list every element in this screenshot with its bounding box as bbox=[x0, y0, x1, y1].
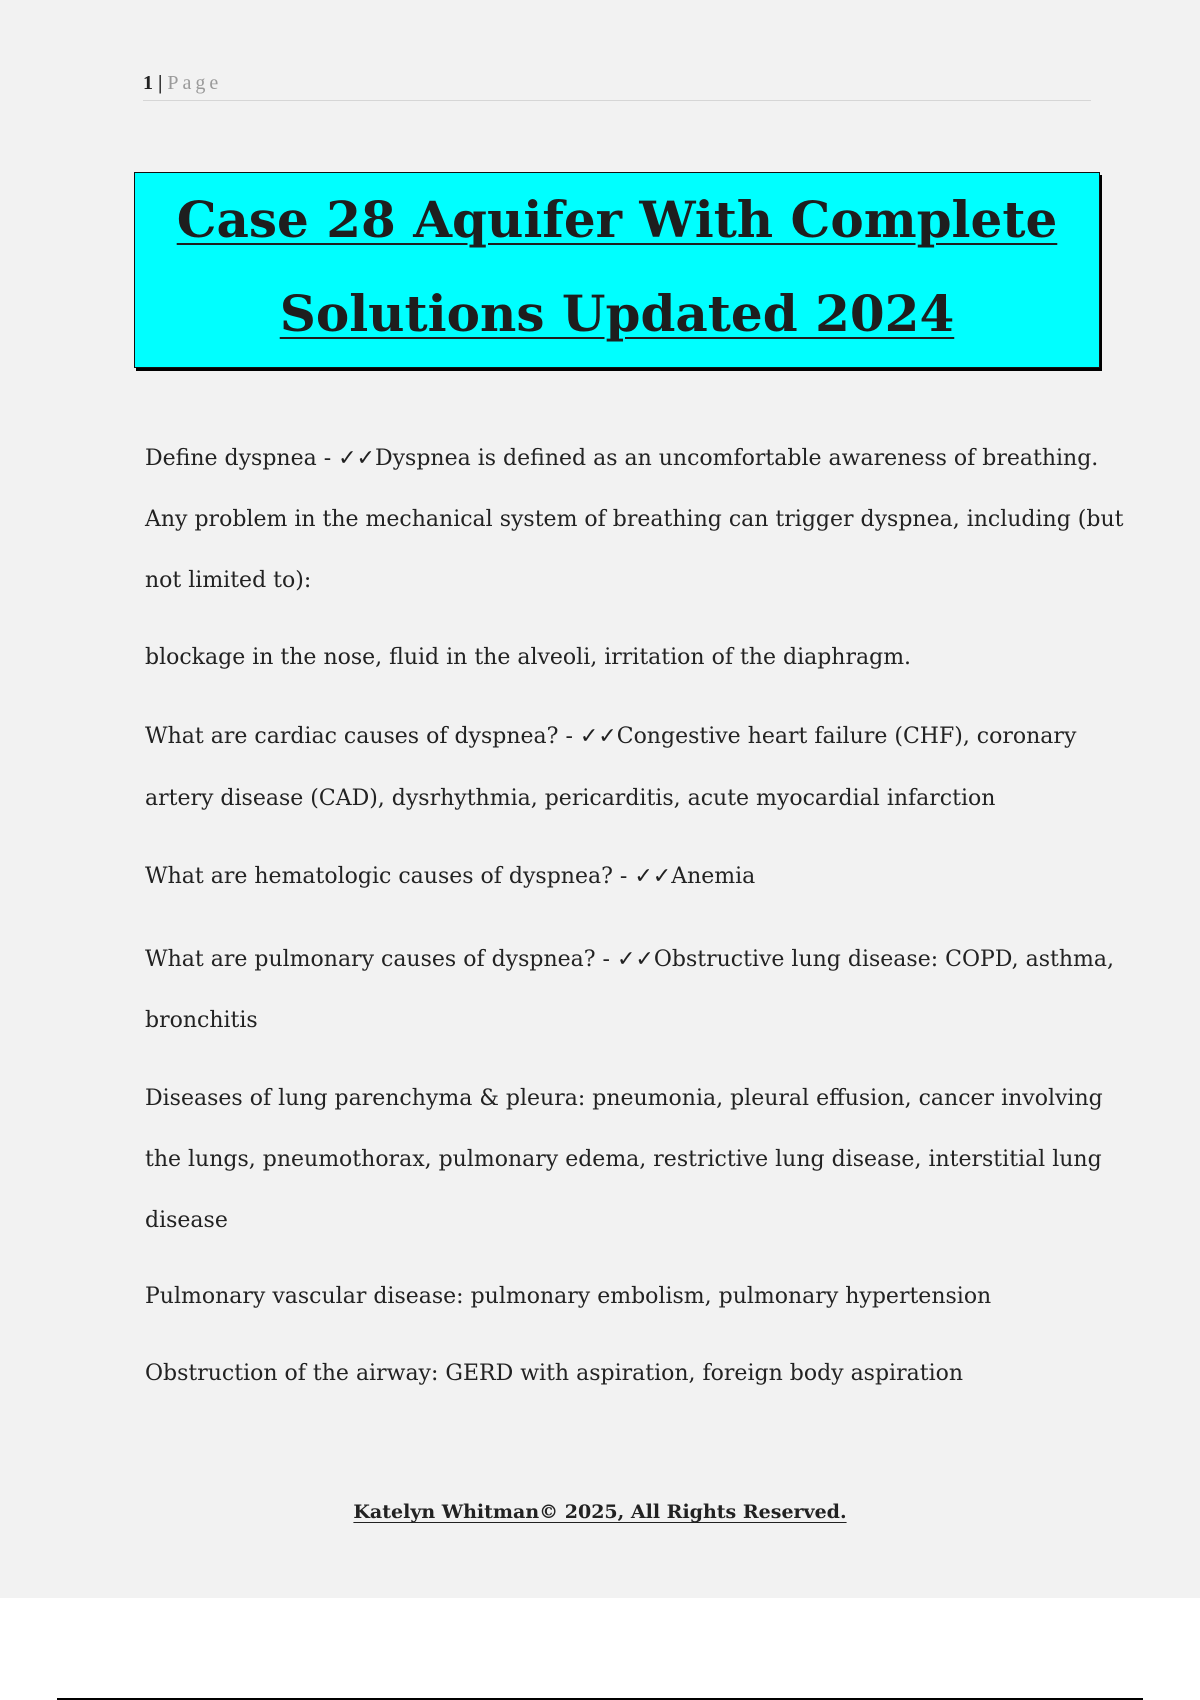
body-line: bronchitis bbox=[145, 1008, 258, 1033]
body-line: What are pulmonary causes of dyspnea? - ✓✓Obstructive lung disease: COPD, asthma, bbox=[145, 947, 1115, 972]
page-label: Page bbox=[167, 72, 223, 94]
body-line: Diseases of lung parenchyma & pleura: pneumonia, pleural effusion, cancer involving bbox=[145, 1086, 1103, 1111]
body-line: not limited to): bbox=[145, 568, 312, 593]
title-box bbox=[134, 172, 1100, 368]
body-line: Any problem in the mechanical system of breathing can trigger dyspnea, including (but bbox=[145, 507, 1124, 532]
copyright-text: Katelyn Whitman© 2025, All Rights Reserved. bbox=[353, 1501, 847, 1523]
body-line: What are hematologic causes of dyspnea? - ✓✓Anemia bbox=[145, 864, 756, 889]
body-line: blockage in the nose, fluid in the alveoli, irritation of the diaphragm. bbox=[145, 645, 912, 670]
body-line: What are cardiac causes of dyspnea? - ✓✓Congestive heart failure (CHF), coronary bbox=[145, 724, 1077, 749]
page-number: 1 bbox=[143, 72, 153, 94]
body-line: the lungs, pneumothorax, pulmonary edema, restrictive lung disease, interstitial lung bbox=[145, 1147, 1102, 1172]
body-line: Define dyspnea - ✓✓Dyspnea is defined as an uncomfortable awareness of breathing. bbox=[145, 446, 1099, 471]
title-line-1: Case 28 Aquifer With Complete bbox=[176, 190, 1058, 249]
body-line: disease bbox=[145, 1208, 228, 1233]
body-line: Pulmonary vascular disease: pulmonary embolism, pulmonary hypertension bbox=[145, 1284, 992, 1309]
header-separator: | bbox=[158, 72, 163, 94]
page-header bbox=[143, 72, 1091, 101]
title-line-2: Solutions Updated 2024 bbox=[279, 284, 955, 343]
body-line: Obstruction of the airway: GERD with aspiration, foreign body aspiration bbox=[145, 1361, 964, 1386]
copyright-footer bbox=[0, 1501, 1200, 1523]
body-line: artery disease (CAD), dysrhythmia, pericarditis, acute myocardial infarction bbox=[145, 786, 996, 811]
